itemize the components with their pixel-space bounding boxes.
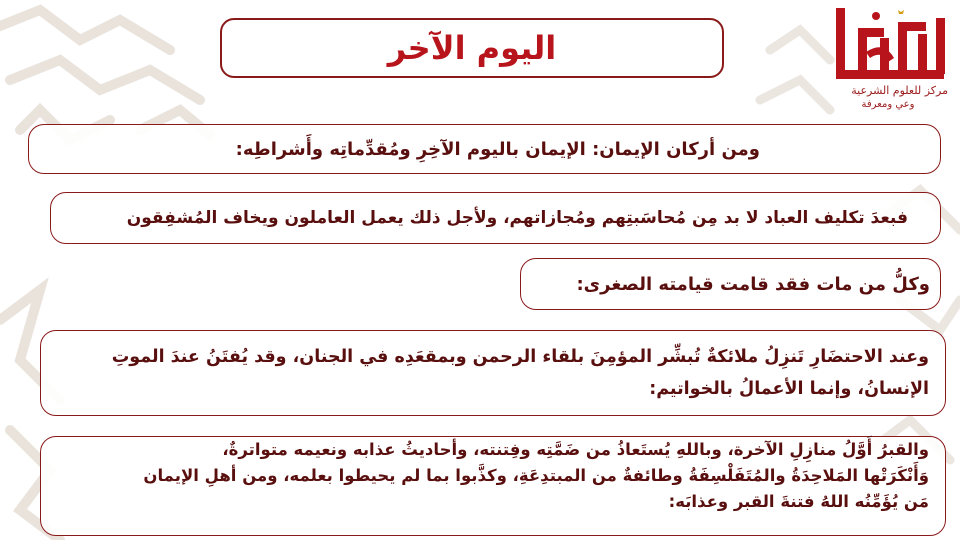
paragraph-1-line-1: ومن أركان الإيمان: الإيمان باليوم الآخِرِ ومُقدِّماتِه وأَشراطِه: bbox=[235, 138, 760, 160]
paragraph-2-line-1: فبعدَ تكليف العباد لا بد مِن مُحاسَبتِهم ومُجازاتهم، ولأجل ذلك يعمل العاملون ويخاف المُشفِقون bbox=[126, 208, 908, 228]
paragraph-box-2 bbox=[50, 192, 941, 244]
paragraph-5-line-1: والقبرُ أَوَّلُ منازِلِ الآخرة، وباللهِ يُستَعاذُ من ضَمَّتِه وفِتنته، وأحاديثُ عذابه ونعيمه متواترةٌ، bbox=[222, 440, 929, 459]
paragraph-3-line-1: وكلُّ من مات فقد قامت قيامته الصغرى: bbox=[576, 273, 930, 295]
paragraph-4-line-2: الإنسانُ، وإنما الأعمالُ بالخواتيم: bbox=[649, 379, 929, 399]
ihkam-logo-mark bbox=[836, 8, 948, 82]
paragraph-4-line-1: وعند الاحتضَارِ تَنزِلُ ملائكةٌ تُبشِّر المؤمِنَ بلقاء الرحمن وبمقعَدِه في الجنان، وقد يُفتَنُ عندَ الموتِ bbox=[111, 347, 929, 367]
slide-title: اليوم الآخر bbox=[387, 29, 557, 67]
paragraph-box-1 bbox=[28, 124, 941, 174]
logo-subtitle-line2: وعي ومعرفة bbox=[861, 99, 915, 110]
logo-subtitle-line1: مركز للعلوم الشرعية bbox=[851, 84, 948, 97]
ihkam-logo bbox=[836, 6, 948, 110]
slide-title-box bbox=[220, 18, 724, 78]
paragraph-box-3 bbox=[520, 258, 941, 310]
paragraph-5-line-3: مَن يُؤَمِّنُه اللهُ فتنةَ القبر وعذابَه: bbox=[668, 492, 929, 511]
paragraph-box-4 bbox=[40, 330, 946, 416]
paragraph-5-line-2: وَأَنْكَرَتْها المَلاحِدَةُ والمُتَفَلْسِفَةُ وطائفةٌ من المبتدِعَةِ، وكذَّبوا بما لم يحيطوا بعلمه، ومن أهلِ الإيمان bbox=[143, 466, 929, 485]
paragraph-box-5 bbox=[40, 436, 946, 536]
